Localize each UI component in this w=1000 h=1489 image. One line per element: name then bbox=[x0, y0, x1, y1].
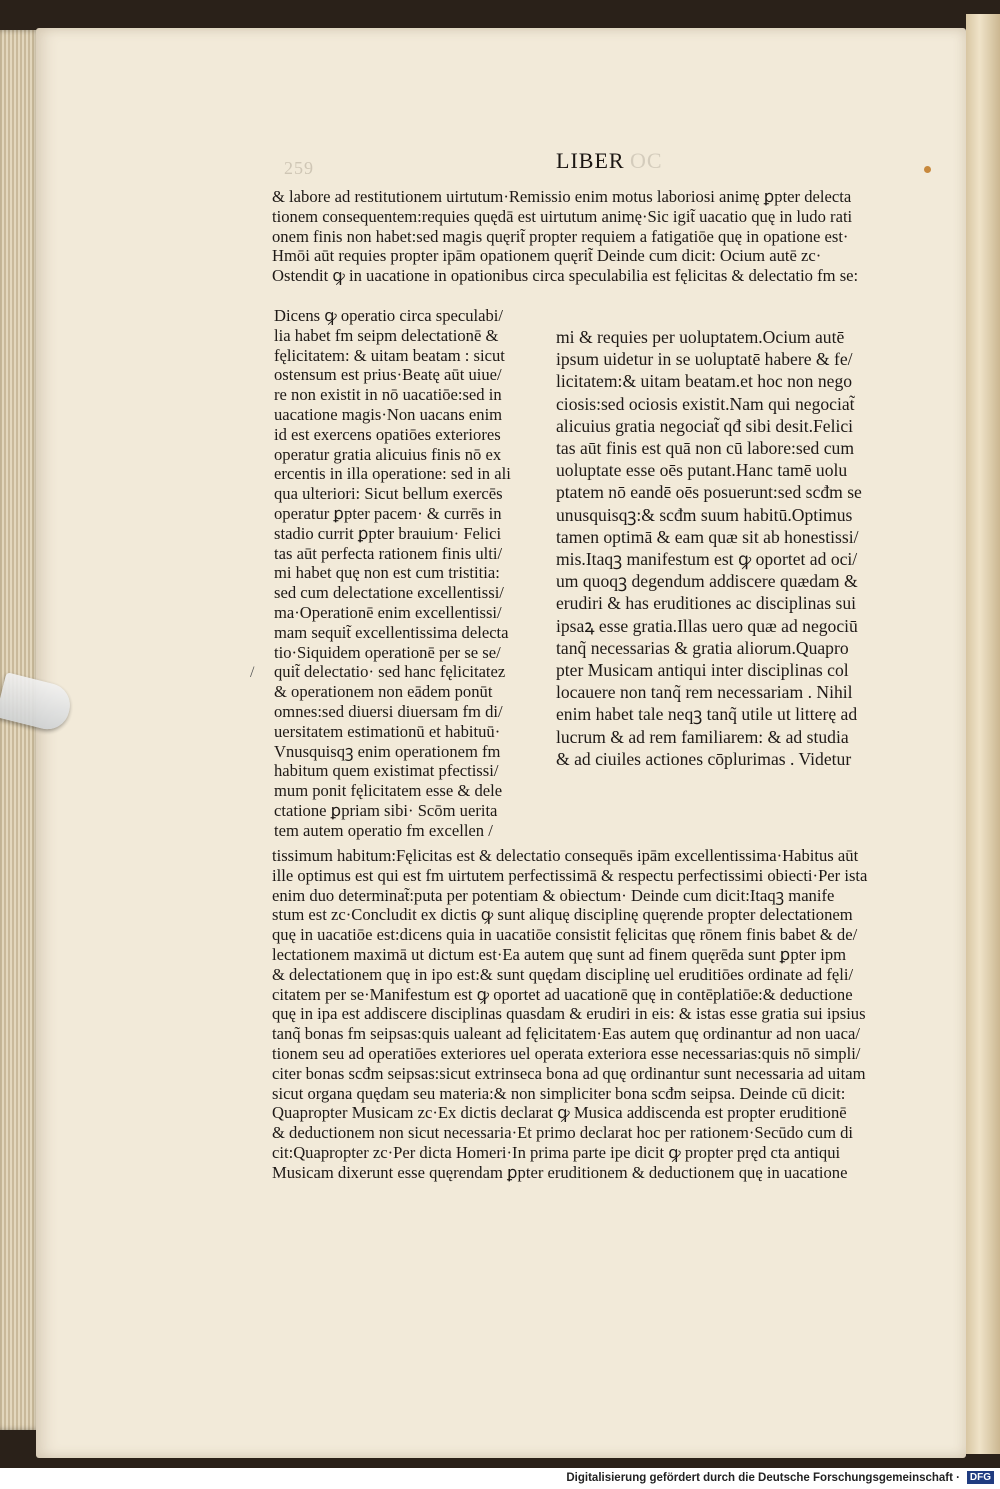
text-line: stum est zc·Concludit ex dictis ꝙ sunt aliquę disciplinę quęrende propter delectationem bbox=[272, 905, 853, 925]
text-line: & ad ciuiles actiones cōplurimas . Videtur bbox=[556, 748, 852, 769]
text-line: onem finis non habet:sed magis quęrit̃ propter requiem a fatigatiōe quę in opatione est· bbox=[272, 226, 849, 246]
text-line: uacatione magis·Non uacans enim bbox=[274, 404, 503, 424]
text-line: uoluptate esse oēs putant.Hanc tamē uolu bbox=[556, 460, 848, 481]
text-line: fęlicitatem: & uitam beatam : sicut bbox=[274, 345, 505, 365]
ink-spot bbox=[924, 166, 931, 173]
text-line: mis.Itaqꝫ manifestum est ꝙ oportet ad oci/ bbox=[556, 549, 858, 570]
footer-bar bbox=[0, 1468, 1000, 1489]
text-line: re non existit in nō uacatiōe:sed in bbox=[274, 385, 502, 405]
text-line: enim duo determinat̃:puta per potentiam & obiectum· Deinde cum dicit:Itaqꝫ manife bbox=[272, 885, 835, 905]
text-line: mi habet quę non est cum tristitia: bbox=[274, 563, 500, 583]
text-line: cit:Quapropter zc·Per dicta Homeri·In prima parte ipe dicit ꝙ propter pręd cta antiqui bbox=[272, 1142, 841, 1162]
dfg-logo: DFG bbox=[967, 1471, 994, 1484]
text-line: locauere non tanq̃ rem necessariam . Nihil bbox=[556, 682, 853, 703]
text-line: lia habet fm seipm delectationē & bbox=[274, 325, 499, 345]
text-line: & delectationem quę in ipo est:& sunt quędam disciplinę uel eruditiōes ordinate ad fęli/ bbox=[272, 964, 854, 984]
text-line: Hmōi aūt requies propter ipām opationem quęrit̃ Deinde cum dicit: Ocium autē zc· bbox=[272, 246, 822, 266]
text-line: Quapropter Musicam zc·Ex dictis declarat ꝙ Musica addiscenda est propter eruditionē bbox=[272, 1103, 847, 1123]
text-line: pter Musicam antiqui inter disciplinas col bbox=[556, 660, 849, 681]
text-line: id est exercens opatiōes exteriores bbox=[274, 424, 501, 444]
text-line: citer bonas scđm seipsas:sicut extrinseca bona ad quę ordinantur sunt necessaria ad uitam bbox=[272, 1063, 866, 1083]
text-line: Musicam dixerunt esse quęrendam ꝑpter eruditionem & deductionem quę in uacatione bbox=[272, 1162, 848, 1182]
text-line: ptatem nō eandē oēs posuerunt:sed scđm se bbox=[556, 482, 862, 503]
text-line: omnes:sed diuersi diuersam fm di/ bbox=[274, 701, 503, 721]
running-head: LIBER bbox=[556, 148, 625, 173]
bottom-text-block bbox=[272, 846, 932, 1183]
text-line: mum ponit fęlicitatem esse & dele bbox=[274, 781, 503, 801]
text-line: erudiri & has eruditiones ac disciplinas sui bbox=[556, 593, 857, 614]
text-line: ille optimus est qui est fm uirtutem perfectissimā & respectu perfectissimi obiecti·Per ista bbox=[272, 865, 868, 885]
text-line: ostensum est prius·Beatę aūt uiue/ bbox=[274, 365, 502, 385]
text-line: Ostendit ꝙ in uacatione in opationibus circa speculabilia est fęlicitas & delectatio fm se: bbox=[272, 266, 859, 286]
text-line: tem autem operatio fm excellen / bbox=[274, 820, 493, 840]
top-text-block bbox=[272, 187, 932, 286]
text-line: tionem consequentem:requies quędā est uirtutum animę·Sic igit̃ uacatio quę in ludo rati bbox=[272, 206, 853, 226]
text-line: enim habet tale neqꝫ tanq̃ utile ut litterę ad bbox=[556, 704, 858, 725]
text-line: tamen optimā & eam quæ sit ab honestissi/ bbox=[556, 526, 859, 547]
text-line: habitum quem existimat pfectissi/ bbox=[274, 761, 499, 781]
text-line: qua ulteriori: Sicut bellum exercēs bbox=[274, 484, 503, 504]
text-line: stadio currit ꝑpter brauium· Felici bbox=[274, 523, 502, 543]
text-line: ipsaꝝ esse gratia.Illas uero quæ ad negociū bbox=[556, 615, 858, 636]
text-line: & labore ad restitutionem uirtutum·Remissio enim motus laboriosi animę ꝑpter delecta bbox=[272, 187, 852, 206]
text-line: uersitatem estimationū et habituū· bbox=[274, 721, 501, 741]
margin-mark: / bbox=[250, 664, 255, 681]
text-line: Vnusquisqꝫ enim operationem fm bbox=[274, 741, 501, 761]
show-through-text: OC bbox=[630, 148, 663, 173]
text-line: lectationem maximā ut dictum est·Ea autem quę sunt ad finem quęrēda sunt ꝑpter ipm bbox=[272, 944, 847, 964]
text-line: licitatem:& uitam beatam.et hoc non nego bbox=[556, 371, 853, 392]
page-edges-left bbox=[0, 30, 40, 1430]
text-line: tanq̃ bonas fm seipsas:quis ualeant ad fęlicitatem·Eas autem quę ordinantur ad non uaca/ bbox=[272, 1024, 860, 1044]
text-line: tas aūt perfecta rationem finis ulti/ bbox=[274, 543, 503, 563]
text-line: sed cum delectatione excellentissi/ bbox=[274, 583, 504, 603]
page-edges-right bbox=[966, 14, 1000, 1454]
left-column bbox=[274, 306, 536, 841]
text-line: tas aūt finis est quā non cū labore:sed cum bbox=[556, 438, 855, 459]
text-line: sicut organa quędam seu materia:& non simpliciter bona scđm seipsa. Deinde cū dicit: bbox=[272, 1083, 846, 1103]
text-line: um quoqꝫ degendum addiscere quædam & bbox=[556, 571, 858, 592]
text-line: operatur ꝑpter pacem· & currēs in bbox=[274, 503, 502, 523]
right-column bbox=[556, 326, 936, 770]
text-line: quę in ipa est addiscere disciplinas quasdam & erudiri in eis: & istas esse gratia sui ipsius bbox=[272, 1004, 866, 1024]
text-line: & deductionem non sicut necessaria·Et primo declarat hoc per rationem·Secūdo cum di bbox=[272, 1123, 854, 1143]
text-line: tissimum habitum:Fęlicitas est & delectatio consequēs ipām excellentissima·Habitus aūt bbox=[272, 846, 859, 865]
text-line: alicuius gratia negociat̃ qđ sibi desit.Felici bbox=[556, 415, 854, 436]
text-line: ctatione ꝑpriam sibi· Scōm uerita bbox=[274, 800, 498, 820]
text-line: ma·Operationē enim excellentissi/ bbox=[274, 602, 502, 622]
text-line: tanq̃ necessarias & gratia aliorum.Quapro bbox=[556, 637, 849, 658]
text-line: & operationem non eādem ponūt bbox=[274, 682, 493, 702]
text-line: quę in uacatiōe est:dicens quia in uacatiōe consistit fęlicitas quę rōnem finis babet & de/ bbox=[272, 925, 858, 945]
text-line: tionem seu ad operatiōes exteriores uel operata exteriora esse necessarias:quis nō simpli/ bbox=[272, 1043, 861, 1063]
text-line: ipsum uidetur in se uoluptatē habere & fe/ bbox=[556, 349, 853, 370]
text-line: lucrum & ad rem familiarem: & ad studia bbox=[556, 726, 849, 747]
text-line: mam sequit̃ excellentissima delecta bbox=[274, 622, 509, 642]
text-line: ciosis:sed ociosis existit.Nam qui negociat̃ bbox=[556, 393, 855, 414]
text-line: citatem per se·Manifestum est ꝙ oportet ad uacationē quę in contēplatiōe:& deductione bbox=[272, 984, 853, 1004]
text-line: mi & requies per uoluptatem.Ocium autē bbox=[556, 327, 845, 347]
text-line: operatur gratia alicuius finis nō ex bbox=[274, 444, 502, 464]
text-line: tio·Siquidem operationē per se se/ bbox=[274, 642, 501, 662]
funding-credit: Digitalisierung gefördert durch die Deutsche Forschungsgemeinschaft · bbox=[566, 1472, 960, 1484]
text-line: ercentis in illa operatione: sed in ali bbox=[274, 464, 511, 484]
page-number: 259 bbox=[284, 158, 314, 178]
text-line: Dicens ꝙ operatio circa speculabi/ bbox=[274, 306, 504, 325]
text-line: quit̃ delectatio· sed hanc fęlicitatez bbox=[274, 662, 506, 682]
text-line: unusquisqꝫ:& scđm suum habitū.Optimus bbox=[556, 504, 853, 525]
